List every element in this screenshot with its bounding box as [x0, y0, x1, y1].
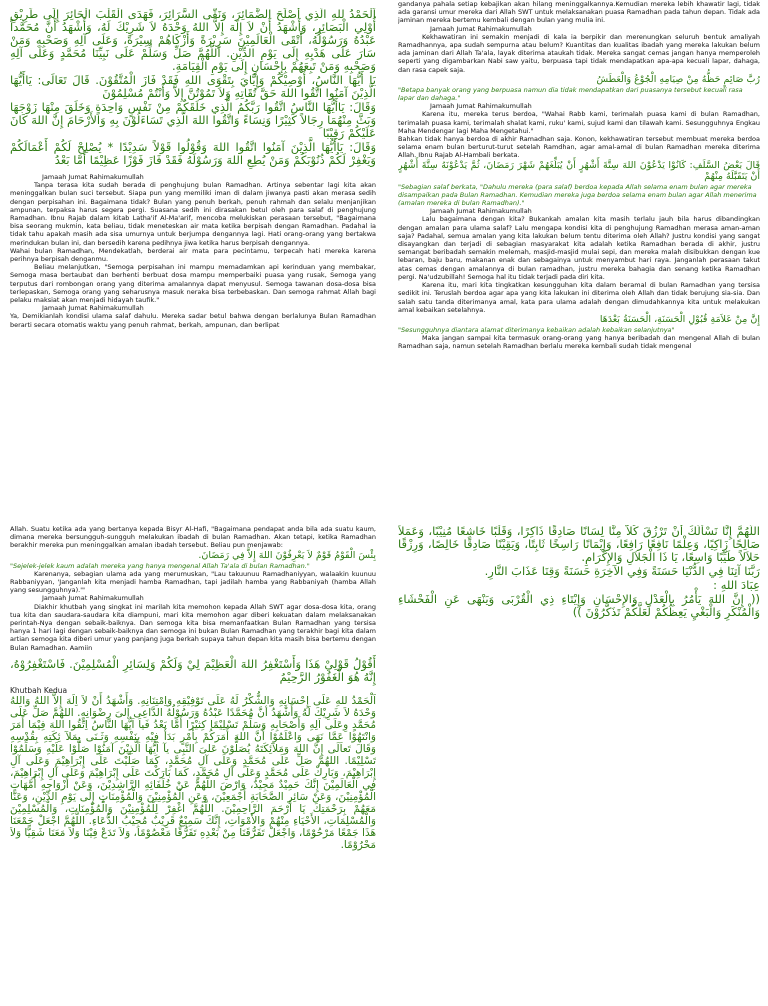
quote-translation: "Sebagian salaf berkata, "Dahulu mereka (para salaf) berdoa kepada Allah selama enam bulan agar mereka disampaikan pada Bulan Ramadhan. Kemudian mereka juga berdoa selama enam bulan agar Allah menerima (amalan mereka di bulan Ramadhan)." — [398, 182, 757, 208]
bottom-right-column — [398, 525, 760, 645]
paragraph: Ya, Demikianlah kondisi ulama salaf dahulu. Mereka sadar betul bahwa dengan berlalunya Bulan Ramadhan berarti secara otomatis waktu yang penuh rahmat, berkah, ampunan, dan berlipat — [10, 312, 376, 329]
quote-translation: "Betapa banyak orang yang berpuasa namun dia tidak mendapatkan dari puasanya tersebut kecuali rasa lapar dan dahaga." — [398, 85, 743, 103]
paragraph: Allah. Suatu ketika ada yang bertanya kepada Bisyr Al-Hafi, "Bagaimana pendapat anda bila ada suatu kaum, dimana mereka bersungguh-sungguh melakukan ibadah di bulan Ramadhan. Akan tetapi, ketika Ramadhan berakhir mereka pun meninggalkan amalan ibadah tersebut. Beliau pun menjawab: — [10, 525, 376, 550]
section-heading: Jamaah Jumat Rahimakumullah — [430, 24, 532, 33]
paragraph: gandanya pahala setiap kebajikan akan hilang meninggalkannya.Kemudian mereka lebih khawatir lagi, tidak ada garansi umur mereka dari Allah SWT untuk melaksanakan puasa Ramadhan pada tahun depan. Tidak ada jaminan mereka bertemu kembali dengan bulan yang mulia ini. — [398, 0, 760, 25]
arabic-nahl-verse: (( إِنَّ اللهَ يَأْمُرُ بِالْعَدْلِ وَالإِحْسَانِ وَإِيْتَاءِ ذِي الْقُرْبَى وَيَنْهَى عَنِ الْفَحْشَاءِ وَالْمُنْكَرِ وَالْبَغْيِ يَعِظُكُمْ لَعَلَّكُمْ تَذَكَّرُوْنَ )) — [398, 592, 760, 619]
paragraph: Karena itu, mereka terus berdoa, "Wahai Rabb kami, terimalah puasa kami di bulan Ramadhan, terimalah puasa kami, terimalah shalat kami, ruku' kami, sujud kami dan tilawah kami. Sesungguhnya Engkau Maha Mendengar lagi Maha Mengetahui." — [398, 110, 760, 135]
arabic-doa: اللَّهُمَّ إِنَّا نَسْأَلُكَ أَنْ تَرْزُقَ كُلاًّ مِنَّا لِسَانًا صَادِقًا ذَاكِرًا، وَقَلْبًا خَاشِعًا مُنِيْبًا، وَعَمَلاً صَالِحًا زَاكِيًا، وَعِلْمًا نَافِعًا رَافِعًا، وَإِيْمَانًا رَاسِخًا ثَابِتًا، وَيَقِيْنًا صَادِقًا خَالِصًا، وَرِزْقًا حَلاَلاً طَيِّبًا وَاسِعًا، يَا ذَا الْجَلاَلِ وَالإِكْرَامِ. — [398, 525, 760, 564]
arabic-ahzab-verse: وَقَالَ: يَاأَيُّهَا الَّذِيْنَ آمَنُوا اتَّقُوا اللهَ وَقُوْلُوا قَوْلاً سَدِيْدًا * يُصْلِحْ لَكُمْ أَعْمَالَكُمْ وَيَغْفِرْ لَكُمْ ذُنُوْبَكُمْ وَمَنْ يُطِعِ اللهَ وَرَسُوْلَهُ فَقَدْ فَازَ فَوْزًا عَظِيْمًا أَمَّا بَعْدُ — [10, 140, 376, 167]
khutbah-kedua-heading: Khutbah Kedua — [10, 685, 68, 695]
arabic-salaf-quote: قَالَ بَعْضُ السَّلَفِ: كَانُوْا يَدْعُوْنَ اللهَ سِتَّةَ أَشْهُرٍ أَنْ يُبَلِّغَهُمْ شَهْرَ رَمَضَانَ، ثُمَّ يَدْعُوْنَهُ سِتَّةَ أَشْهُرٍ أَنْ يَتَقَبَّلَهُ مِنْهُمْ — [398, 159, 760, 182]
paragraph: Kekhawatiran ini semakin menjadi di kala ia berpikir dan merenungkan seluruh bentuk amaliyah Ramadhannya, apa sudah sempurna atau belum? Kuantitas dan kualitas ibadah yang mereka lakukan belum ada jaminan dari Allah Ta'ala, layak diterima ataukah tidak. Mereka sangat cemas jangan hanya memperoleh seperti yang digambarkan Nabi saw yaitu, berpuasa tapi tidak mendapatkan apa-apa kecuali lapar, dahaga, dan rasa capek saja. — [398, 32, 760, 74]
arabic-hadith: رُبَّ صَائِمٍ حَظُّهُ مِنْ صِيَامِهِ الْجُوْعُ وَالْعَطَشُ — [596, 73, 760, 85]
top-right-column — [398, 0, 760, 484]
paragraph: Beliau melanjutkan, "Semoga perpisahan ini mampu memadamkan api kerinduan yang membakar, Semoga masa bertaubat dan berhenti berbuat dosa mampu memperbaiki puasa yang rusak, Semoga yang terputus dari rombongan orang yang diterima amalannya dapat menyusul. Semoga tawanan dosa-dosa bisa terlepaskan, Semoga orang yang seharusnya masuk neraka bisa terbebaskan. Dan semoga rahmat Allah bagi pelaku maksiat akan menjadi hidayah taufik." — [10, 263, 376, 305]
arabic-opening: اَلْحَمْدُ للهِ الَّذِي أَصْلَحَ الضَّمَائِرَ، وَنَقَّى السَّرَائِرَ، فَهَدَى الْقَلْبَ الْحَائِرَ إِلَى طَرِيْقِ أُوْلِي الْبَصَائِرِ، وَأَشْهَدُ أَنْ لاَ إِلَهَ إِلاَّ اللهُ وَحْدَهُ لاَ شَرِيْكَ لَهُ، وَأَشْهَدُ أَنَّ مُحَمَّداً عَبْدُهُ وَرَسُوْلُهُ، أَتْقَى الْعَالَمِيْنَ سَرِيْرَةً وَأَزْكَاهُمْ سِيْرَةً، وَعَلَى آلِهِ وَصَحْبِهِ وَمَنْ سَارَ عَلَى هَدْيِهِ إِلَى يَوْمِ الدِّيْنِ. اَللَّهُمَّ صَلِّ وَسَلِّمْ عَلَى نَبِيِّنَا مُحَمَّدٍ وَعَلَى آلِهِ وَصَحْبِهِ وَمَنْ تَبِعَهُمْ بِإِحْسَانٍ إِلَى يَوْمِ الْقِيَامَةِ. — [10, 8, 376, 73]
paragraph: Lalu bagaimana dengan kita? Bukankah amalan kita masih terlalu jauh bila harus dibandingkan dengan amalan para ulama salaf? Lalu mengapa kondisi kita di penghujung Ramadhan merasa aman-aman saja? Padahal, semua amalan yang kita lakukan belum tentu diterima oleh Allah? Justru kondisi yang sangat disayangkan dan terjadi di sebagian masyarakat kita adalah ketika Ramadhan berada di akhir, justru semangat beribadah semakin melemah, masjid-masjid mulai sepi, dan mereka malah disibukkan dengan kue lebaran, baju baru, makanan enak dan sebagainya untuk menyambut hari raya. Janganlah perasaan takut atas cemas dengan amalannya di bulan ramadhan, justru mereka bahagia dan senang ketika Ramadhan pergi. Na'udzubillah! Semoga hal itu tidak terjadi pada diri kita. — [398, 215, 760, 281]
section-heading: Jamaah Jumat Rahimakumullah — [42, 304, 144, 313]
paragraph: Maka jangan sampai kita termasuk orang-orang yang hanya beribadah dan mengenal Allah di bulan Ramadhan saja, namun setelah Ramadhan berlalu mereka kembali sudah tidak mengenal — [398, 334, 760, 351]
arabic-ibad-allah: عِبَادَ اللهِ : — [713, 578, 760, 592]
paragraph: Bahkan tidak hanya berdoa di akhir Ramadhan saja. Konon, kekhawatiran tersebut membuat mereka berdoa selama enam bulan berturut-turut setelah Ramdhan, agar amal-amal di bulan Ramadhan mereka diterima Allah. Ibnu Rajab Al-Hambali berkata. — [398, 135, 760, 160]
top-left-column — [10, 8, 376, 488]
paragraph: Wahai bulan Ramadhan, Mendekatlah, berderai air mata para pecintamu, terpecah hati mereka karena perihnya berpisah denganmu. — [10, 246, 376, 264]
arabic-closing: أَقُوْلُ قَوْلِيْ هَذَا وَأَسْتَغْفِرُ اللهَ الْعَظِيْمَ لِيْ وَلَكُمْ وَلِسَائِرِ الْمُسْلِمِيْنَ. فَاسْتَغْفِرُوْهُ، إِنَّهُ هُوَ الْغَفُوْرُ الرَّحِيْمُ — [10, 656, 376, 684]
arabic-nisa-verse: وَقَالَ: يَاأَيُّهَا النَّاسُ اتَّقُوا رَبَّكُمُ الَّذِي خَلَقَكُمْ مِنْ نَفْسٍ وَاحِدَةٍ وَخَلَقَ مِنْهَا زَوْجَهَا وَبَثَّ مِنْهُمَا رِجَالاً كَثِيْرًا وَنِسَاءً وَاتَّقُوا اللهَ الَّذِي تَسَاءَلُوْنَ بِهِ وَالأَرْحَامَ إِنَّ اللهَ كَانَ عَلَيْكُمْ رَقِيْبًا — [10, 100, 376, 140]
section-heading: Jamaah Jumat Rahimakumullah — [430, 207, 532, 216]
paragraph: Karenanya, sebagian ulama ada yang merumuskan, "Lau takuunuu Ramadhaniyyan, walaakin kuunuu Rabbaniyyan, 'Janganlah kita menjadi hamba Ramadhan, tapi jadilah hamba yang Rabbaniyah (hamba Allah yang sesungguhnya).'" — [10, 569, 376, 595]
arabic-hasanah-quote: إِنَّ مِنْ عَلاَمَةِ قُبُوْلِ الْحَسَنَةِ، الْحَسَنَةُ بَعْدَهَا — [599, 313, 760, 325]
arabic-rabbana: رَبَّنَا آتِنَا فِي الدُّنْيَا حَسَنَةً وَفِي الآخِرَةِ حَسَنَةً وَقِنَا عَذَابَ النَّارِ. — [484, 564, 760, 578]
section-heading: Jamaah Jumat Rahimakumullah — [42, 173, 144, 181]
paragraph: Diakhir khutbah yang singkat ini marilah kita memohon kepada Allah SWT agar dosa-dosa kita, orang tua kita dan saudara-saudara kita diampuni, mari kita memohon agar diberi kekuatan dalam melaksanakan perintah-Nya dengan sebaik-baiknya. Dan semoga kita bisa memanfaatkan Bulan Ramadhan yang tersisa hanya 1 hari lagi dengan sebaik-baiknya dan semoga ini bukan Bulan Ramadhan yang terakhir bagi kita dalam artian semoga kita diberi umur yang panjang juga berkah supaya tahun depan kita masih bisa bertemu dengan Bulan Ramadhan. Aamiin — [10, 602, 376, 652]
paragraph: Tanpa terasa kita sudah berada di penghujung bulan Ramadhan. Artinya sebentar lagi kita akan meninggalkan bulan suci tersebut. Siapa pun yang memiliki iman di dalam jiwanya pasti akan merasa sedih dengan perpisahan ini. Bagaimana tidak? Bulan yang penuh berkah, penuh rahmah dan selalu menjanjikan ampunan, terpaksa harus segera pergi. Suasana sedih ini dirasakan betul oleh para salaf di penghujung Ramadhan. Ibnu Rajab dalam kitab Latha'if Al-Ma'arif, mencoba melukiskan perasaan tersebut, "Bagaimana bisa seorang mukmin, kata beliau, tidak meneteskan air mata ketika berpisah dengan Ramadhan. Padahal ia tidak tahu apakah masih ada sisa umurnya untuk berjumpa dengannya lagi. Hati orang-orang yang bertakwa merindukan bulan ini, dan bersedih karena pedihnya jiwa ketika harus berpisah dengannya. — [10, 181, 376, 247]
arabic-khutbah-kedua: اَلْحَمْدُ للهِ عَلَى إِحْسَانِهِ وَالشُّكْرُ لَهُ عَلَى تَوْفِيْقِهِ وَاِمْتِنَانِهِ. وَأَشْهَدُ أَنْ لاَ اِلَهَ إِلاَّ اللهُ وَاللهُ وَحْدَهُ لاَ شَرِيْكَ لَهُ وَأَشْهَدُ أنَّ مُحَمَّدًا عَبْدُهُ وَرَسُوْلُهُ الدَّاعِى إلىَ رِضْوَانِهِ. اللهُمَّ صَلِّ عَلَى مُحَمَّدٍ وِعَلَى اَلِهِ وَأَصْحَابِهِ وَسَلِّمْ تَسْلِيْمًا كِثيْرًا أَمَّا بَعْدُ فَياَ اَيُّهَا النَّاسُ اِتَّقُوا اللهَ فِيْمَا أَمَرَ وَانْتَهُوْا عَمَّا نَهَى وَاعْلَمُوْا أَنَّ اللهَ أَمَرَكُمْ بِأَمْرٍ بَدَأَ فِيْهِ بِنَفْسِهِ وَثَـنَى بِمَلآ ئِكَتِهِ بِقُدْسِهِ وَقَالَ تَعاَلَى إِنَّ اللهَ وَمَلآئِكَتَهُ يُصَلُّوْنَ عَلىَ النَّبِى يآ اَيُّهَا الَّذِيْنَ آمَنُوْا صَلُّوْا عَلَيْهِ وَسَلِّمُوْا تَسْلِيْمًا. اللهُمَّ صَلِّ عَلَى مُحَمَّدٍ وَعَلَى آلِ مُحَمَّدٍ، كَمَا صَلَّيْتَ عَلَى إِبْرَاهِيْمَ وَعَلَى آلِ إِبْرَاهِيْمَ، وَبَارِكْ عَلَى مُحَمَّدٍ وَعَلَى آلِ مُحَمَّدٍ، كَمَا بَارَكْتَ عَلَى إِبْرَاهِيْمَ وَعَلَى آلِ إِبْرَاهِيْمَ، فِي الْعَالَمِيْنَ إِنَّكَ حَمِيْدٌ مَجِيْدٌ، وَارْضَ اللَّهُمَّ عَنْ خُلَفَائِهِ الرَّاشِدِيْنَ، وَعَنْ أَزْوَاجِهِ أُمَّهَاتِ الْمُؤْمِنِيْنَ، وَعَنْ سَائِرِ الصَّحَابَةِ أَجْمَعِيْنَ، وَعَنِ الْمُؤْمِنِيْنَ وَالْمُؤْمِنَاتِ إِلَى يَوْمِ الدِّيْنِ، وَعَنَّا مَعَهُمْ بِرَحْمَتِكَ يَا أَرْحَمَ الرَّاحِمِيْنَ. اللَّهُمَّ اغْفِرْ لِلْمُؤْمِنِيْنَ وَالْمُؤْمِنَاتِ، وَالْمُسْلِمِيْنَ وَالْمُسْلِمَاتِ، الأَحْيَاءِ مِنْهُمْ وَالأَمْوَاتِ، إِنَّكَ سَمِيْعٌ قَرِيْبٌ مُجِيْبُ الدُّعَاءِ. اللَّهُمَّ اجْعَلْ جَمْعَنَا هَذَا جَمْعًا مَرْحُوْمًا، وَاجْعَلْ تَفَرُّقَنَا مِنْ بَعْدِهِ تَفَرُّقًا مَعْصُوْمًا، وَلاَ تَدَعْ فِيْنَا وَلاَ مَعَنَا شَقِيًّا وَلاَ مَحْرُوْمًا. — [10, 694, 376, 851]
quote-translation: "Sejelek-jelek kaum adalah mereka yang hanya mengenal Allah Ta'ala di bulan Ramadhan." — [10, 561, 310, 570]
section-heading: Jamaah Jumat Rahimakumullah — [42, 594, 144, 603]
paragraph: Karena itu, mari kita tingkatkan kesungguhan kita dalam beramal di bulan Ramadhan yang tersisa sedikit ini. Teruslah berdoa agar apa yang kita lakukan ini diterima oleh Allah dan tidak berujung sia-sia. Dan salah satu tanda diterimanya amal, kata para ulama adalah dengan dimudahkannya kita untuk melakukan amal kebaikan setelahnya. — [398, 281, 760, 314]
bottom-left-column — [10, 525, 376, 1003]
arabic-bisyr-quote: بِئْسَ الْقَوْمُ قَوْمٌ لاَ يَعْرِفُوْنَ اللهَ إِلاَّ فِي رَمَضَانَ. — [198, 549, 376, 561]
arabic-wasiat: يَا أَيُّهَا النَّاسُ، أُوْصِيْكُمْ وَإِيَّايَ بِتَقْوَى اللهِ فَقَدْ فَازَ الْمُتَّقُوْنَ. قَالَ تَعَالَى: يَاأَيُّهَا الَّذِيْنَ آمَنُوا اتَّقُوا اللهَ حَقَّ تُقَاتِهِ وَلاَ تَمُوْتُنَّ إِلاَّ وَأَنْتُمْ مُسْلِمُوْنَ — [10, 73, 376, 100]
section-heading: Jamaah Jumat Rahimakumullah — [430, 102, 532, 111]
quote-translation: "Sesungguhnya diantara alamat diterimanya kebaikan adalah kebaikan selanjutnya" — [398, 325, 675, 334]
